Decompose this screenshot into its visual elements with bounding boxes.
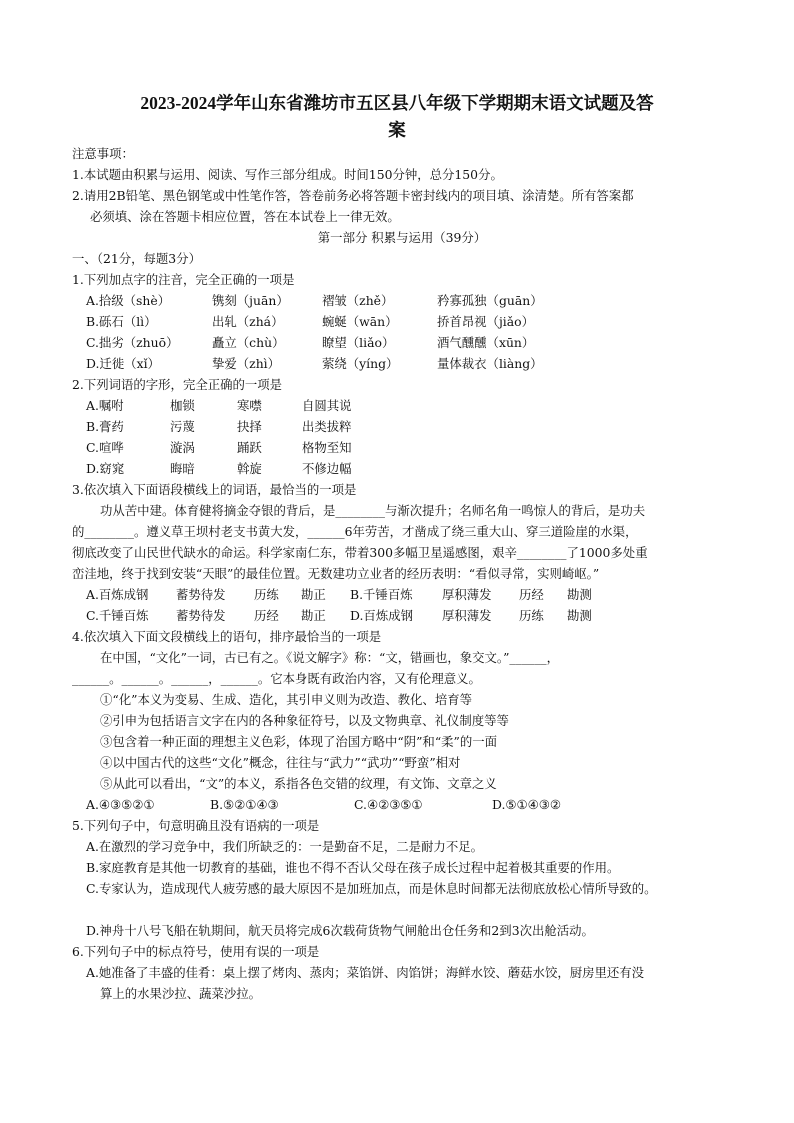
q1-option-d (72, 353, 732, 374)
spacer (72, 899, 732, 920)
q2-d-3: 斡旋 (237, 461, 262, 476)
q1-a-4: 矜寡孤独（guān） (437, 293, 543, 308)
q3-d-3: 历练 (519, 608, 544, 623)
q1-option-c (72, 332, 732, 353)
q2-stem: 2.下列词语的字形，完全正确的一项是 (72, 377, 283, 392)
q3-b-4: 勘测 (567, 587, 592, 602)
q2-b-1: B.膏药 (86, 419, 124, 434)
q4-sentence-3: ③包含着一种正面的理想主义色彩，体现了治国方略中“阴”和“柔”的一面 (100, 734, 498, 749)
q6-stem: 6.下列句子中的标点符号，使用有误的一项是 (72, 944, 320, 959)
q3-c-1: C.千锤百炼 (86, 608, 149, 623)
part1-title: 第一部分 积累与运用（39分） (317, 230, 487, 245)
q1-d-1: D.迁徙（xǐ） (86, 356, 160, 371)
section1-heading: 一、（21分，每题3分） (72, 251, 201, 266)
q3-d-4: 勘测 (567, 608, 592, 623)
q1-a-2: 镌刻（juān） (212, 293, 289, 308)
q3-c-2: 蓄势待发 (176, 608, 226, 623)
q3-a-4: 勘正 (301, 587, 326, 602)
q2-b-3: 抉择 (237, 419, 262, 434)
q4-options (72, 794, 732, 815)
q4-option-d: D.⑤①④③② (492, 797, 561, 812)
q2-c-1: C.喧哗 (86, 440, 124, 455)
notice-item-1: 1.本试题由积累与运用、阅读、写作三部分组成。时间150分钟，总分150分。 (72, 167, 503, 182)
notice-item-2b: 必须填、涂在答题卡相应位置，答在本试卷上一律无效。 (90, 209, 400, 224)
q4-stem: 4.依次填入下面文段横线上的语句，排序最恰当的一项是 (72, 629, 382, 644)
q1-b-3: 蜿蜒（wān） (322, 314, 398, 329)
q5-option-b: B.家庭教育是其他一切教育的基础，谁也不得不否认父母在孩子成长过程中起着极其重要的作用。 (86, 860, 620, 875)
q2-option-d (72, 458, 732, 479)
q3-d-1: D.百炼成钢 (350, 608, 413, 623)
q2-d-2: 晦暗 (170, 461, 195, 476)
q1-d-3: 萦绕（yíng） (322, 356, 399, 371)
q3-a-1: A.百炼成钢 (86, 587, 149, 602)
q1-c-4: 酒气醺醺（xūn） (437, 335, 535, 350)
q1-option-b (72, 311, 732, 332)
document-title (60, 90, 734, 144)
q1-stem: 1.下列加点字的注音，完全正确的一项是 (72, 272, 295, 287)
q1-b-4: 挢首昂视（jiǎo） (437, 314, 534, 329)
q1-b-1: B.砾石（lì） (86, 314, 157, 329)
q3-b-3: 历经 (519, 587, 544, 602)
q4-option-b: B.⑤②①④③ (210, 797, 279, 812)
q4-sentence-5: ⑤从此可以看出，“文”的本义，系指各色交错的纹理，有文饰、文章之义 (100, 776, 497, 791)
q2-option-a (72, 395, 732, 416)
notice-item-2a: 2.请用2B铅笔、黑色钢笔或中性笔作答，答卷前务必将答题卡密封线内的项目填、涂清楚。所有答案都 (72, 188, 634, 203)
q4-passage-2: ______。______。______，______。它本身既有政治内容，又有伦理意义。 (72, 671, 481, 686)
q3-options-ab (72, 584, 732, 605)
q3-a-2: 蓄势待发 (176, 587, 226, 602)
q2-c-4: 格物至知 (302, 440, 352, 455)
q2-c-3: 踊跃 (237, 440, 262, 455)
q3-options-cd (72, 605, 732, 626)
q3-passage-2: 的________。遵义草王坝村老支书黄大发，______6年劳苦，才凿成了绕三重大山、穿三道险崖的水渠， (72, 524, 638, 539)
q5-stem: 5.下列句子中，句意明确且没有语病的一项是 (72, 818, 320, 833)
q4-sentence-1: ①“化”本义为变易、生成、造化，其引申义则为改造、教化、培育等 (100, 692, 472, 707)
q1-b-2: 出轧（zhá） (212, 314, 284, 329)
q2-d-4: 不修边幅 (302, 461, 352, 476)
q6-option-a-line2: 算上的水果沙拉、蔬菜沙拉。 (100, 986, 262, 1001)
q2-a-3: 寒噤 (237, 398, 262, 413)
q6-option-a-line1: A.她准备了丰盛的佳肴：桌上摆了烤肉、蒸肉；菜馅饼、肉馅饼；海鲜水饺、蘑菇水饺，厨房里还有没 (86, 965, 645, 980)
q2-a-1: A.嘱咐 (86, 398, 124, 413)
q1-c-2: 矗立（chù） (212, 335, 285, 350)
notice-heading: 注意事项： (72, 146, 134, 161)
q5-option-a: A.在激烈的学习竞争中，我们所缺乏的：一是勤奋不足，二是耐力不足。 (86, 839, 483, 854)
q4-passage-1: 在中国，“文化”一词，古已有之。《说文解字》称：“文，错画也，象交文。”______， (100, 650, 559, 665)
q3-passage-1: 功从苦中建。体育健将摘金夺银的背后，是________与渐次提升；名师名角一鸣惊人的背后，是功夫 (100, 503, 646, 518)
title-line-1: 2023-2024学年山东省潍坊市五区县八年级下学期期末语文试题及答 (140, 93, 654, 113)
q4-sentence-2: ②引申为包括语言文字在内的各种象征符号，以及文物典章、礼仪制度等等 (100, 713, 509, 728)
q2-b-2: 污蔑 (170, 419, 195, 434)
q3-stem: 3.依次填入下面语段横线上的词语，最恰当的一项是 (72, 482, 357, 497)
q2-b-4: 出类拔粹 (302, 419, 352, 434)
q3-passage-3: 彻底改变了山民世代缺水的命运。科学家南仁东，带着300多幅卫星遥感图，艰辛________了1000多处重 (72, 545, 648, 560)
q1-d-4: 量体裁衣（liàng） (437, 356, 543, 371)
q1-c-3: 瞭望（liǎo） (322, 335, 395, 350)
q1-d-2: 挚爱（zhì） (212, 356, 281, 371)
q2-option-c (72, 437, 732, 458)
q4-option-a: A.④③⑤②① (86, 797, 155, 812)
q3-b-1: B.千锤百炼 (350, 587, 413, 602)
q1-c-1: C.拙劣（zhuō） (86, 335, 179, 350)
q3-a-3: 历练 (254, 587, 279, 602)
q2-d-1: D.窈窕 (86, 461, 125, 476)
q1-a-3: 褶皱（zhě） (322, 293, 394, 308)
q2-option-b (72, 416, 732, 437)
q4-option-c: C.④②③⑤① (354, 797, 423, 812)
exam-body (72, 143, 732, 1004)
q3-c-3: 历经 (254, 608, 279, 623)
q3-d-2: 厚积薄发 (442, 608, 492, 623)
q3-passage-4: 峦洼地，终于找到安装“天眼”的最佳位置。无数建功立业者的经历表明：“看似寻常，实则崎岖。” (72, 566, 600, 581)
q4-sentence-4: ④以中国古代的这些“文化”概念，往往与“武力”“武功”“野蛮”相对 (100, 755, 461, 770)
q5-option-d: D.神舟十八号飞船在轨期间，航天员将完成6次载荷货物气闸舱出仓任务和2到3次出舱活动。 (86, 923, 594, 938)
q3-c-4: 勘正 (301, 608, 326, 623)
title-line-2: 案 (388, 120, 406, 140)
q5-option-c: C.专家认为，造成现代人疲劳感的最大原因不是加班加点，而是休息时间都无法彻底放松心情所导致的。 (86, 881, 657, 896)
q2-a-4: 自圆其说 (302, 398, 352, 413)
q3-b-2: 厚积薄发 (442, 587, 492, 602)
q1-option-a (72, 290, 732, 311)
q1-a-1: A.拾级（shè） (86, 293, 171, 308)
q2-a-2: 枷锁 (170, 398, 195, 413)
q2-c-2: 漩涡 (170, 440, 195, 455)
